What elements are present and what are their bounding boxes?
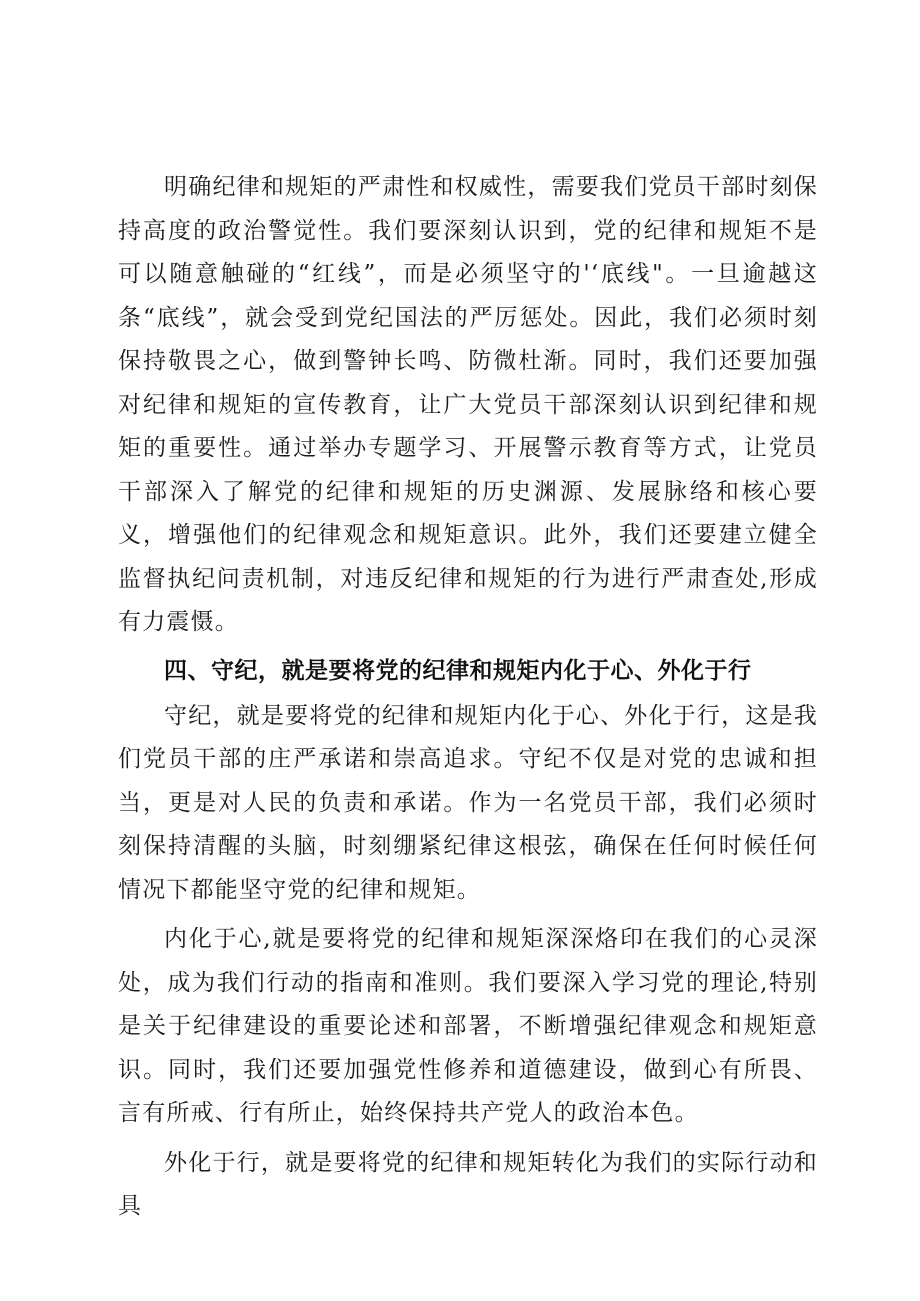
paragraph-externalize-in-action: 外化于行，就是要将党的纪律和规矩转化为我们的实际行动和具 (118, 1149, 818, 1219)
document-body (118, 166, 818, 1229)
paragraph-internalize-in-heart: 内化于心,就是要将党的纪律和规矩深深烙印在我们的心灵深处，成为我们行动的指南和准则。我们要深入学习党的理论,特别是关于纪律建设的重要论述和部署，不断增强纪律观念和规矩意识。同时，我们还要加强党性修养和道德建设，做到心有所畏、言有所戒、行有所止，始终保持共产党人的政治本色。 (118, 926, 818, 1126)
paragraph-discipline-authority: 明确纪律和规矩的严肃性和权威性，需要我们党员干部时刻保持高度的政治警觉性。我们要深刻认识到，党的纪律和规矩不是可以随意触碰的“红线”，而是必须坚守的'‘底线"。一旦逾越这条“底线”，就会受到党纪国法的严厉惩处。因此，我们必须时刻保持敬畏之心，做到警钟长鸣、防微杜渐。同时，我们还要加强对纪律和规矩的宣传教育，让广大党员干部深刻认识到纪律和规矩的重要性。通过举办专题学习、开展警示教育等方式，让党员干部深入了解党的纪律和规矩的历史渊源、发展脉络和核心要义，增强他们的纪律观念和规矩意识。此外，我们还要建立健全监督执纪问责机制，对违反纪律和规矩的行为进行严肃查处,形成有力震慑。 (118, 174, 818, 635)
paragraph-abide-discipline: 守纪，就是要将党的纪律和规矩内化于心、外化于行，这是我们党员干部的庄严承诺和崇高追求。守纪不仅是对党的忠诚和担当，更是对人民的负责和承诺。作为一名党员干部，我们必须时刻保持清醒的头脑，时刻绷紧纪律这根弦，确保在任何时候任何情况下都能坚守党的纪律和规矩。 (118, 702, 818, 903)
section-heading-four: 四、守纪，就是要将党的纪律和规矩内化于心、外化于行 (164, 657, 752, 684)
